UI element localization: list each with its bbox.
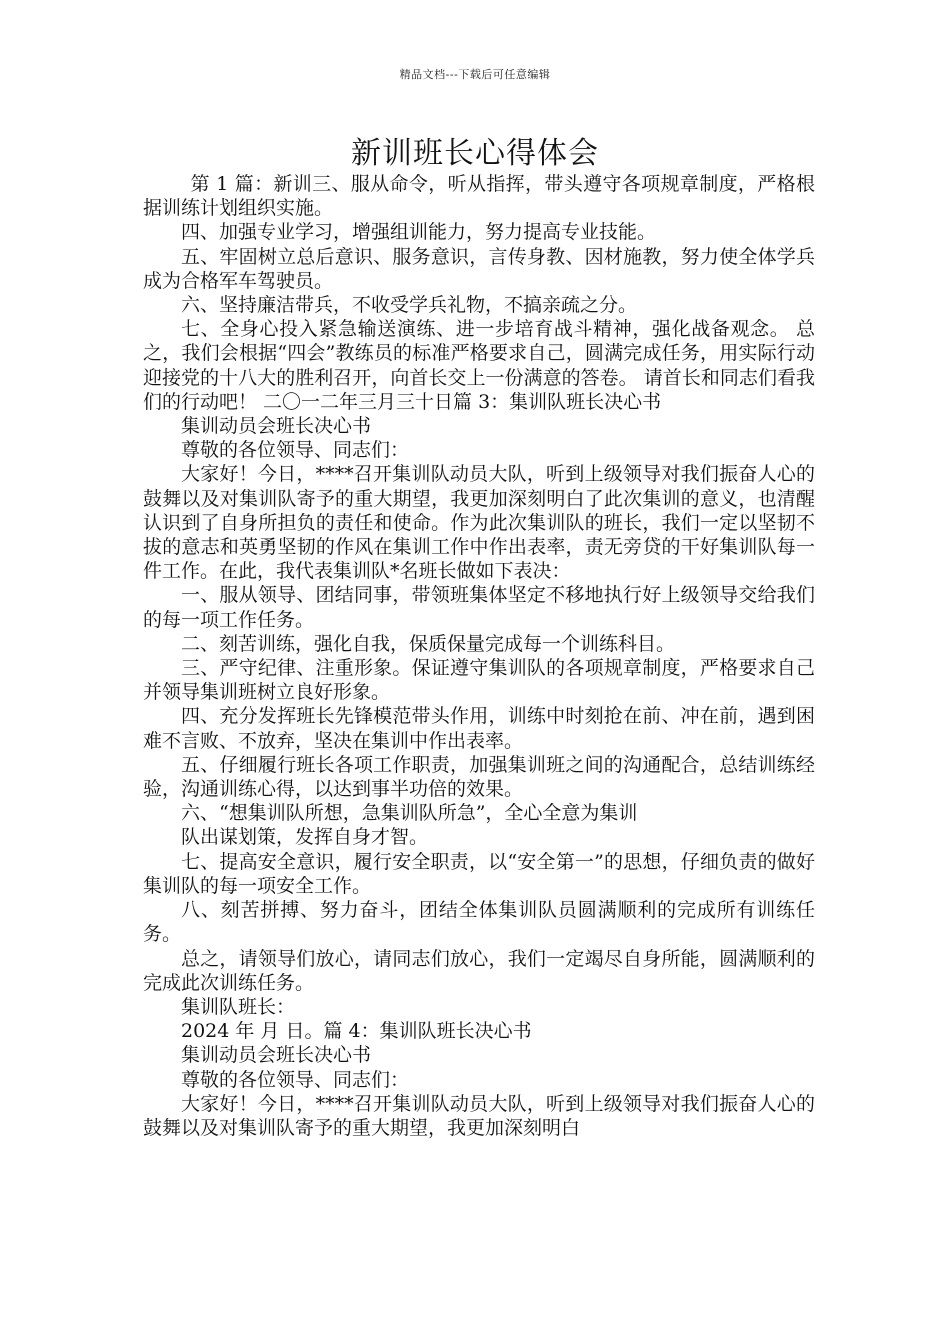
paragraph: 四、加强专业学习，增强组训能力，努力提高专业技能。 [181, 221, 657, 244]
paragraph: 三、严守纪律、注重形象。保证遵守集训队的各项规章制度，严格要求自己并领导集训班树立良好形象。 [143, 657, 815, 704]
paragraph: 大家好！今日，****召开集训队动员大队，听到上级领导对我们振奋人心的鼓舞以及对集训队寄予的重大期望，我更加深刻明白 [143, 1092, 815, 1139]
paragraph: 2024 年 月 日。篇 4：集训队班长决心书 [181, 1020, 532, 1043]
paragraph: 八、刻苦拼搏、努力奋斗，团结全体集训队员圆满顺利的完成所有训练任务。 [143, 899, 815, 946]
paragraph: 七、提高安全意识，履行安全职责，以“安全第一”的思想，仔细负责的做好集训队的每一项安全工作。 [143, 850, 815, 897]
paragraph: 尊敬的各位领导、同志们： [181, 439, 410, 462]
paragraph: 六、“想集训队所想，急集训队所急”，全心全意为集训 [181, 802, 638, 825]
paragraph: 集训动员会班长决心书 [181, 415, 372, 438]
paragraph: 队出谋划策，发挥自身才智。 [181, 826, 429, 849]
paragraph: 一、服从领导、团结同事，带领班集体坚定不移地执行好上级领导交给我们的每一项工作任务。 [143, 584, 815, 631]
paragraph: 总之，请领导们放心，请同志们放心，我们一定竭尽自身所能，圆满顺利的完成此次训练任务。 [143, 947, 815, 994]
paragraph: 五、仔细履行班长各项工作职责，加强集训班之间的沟通配合，总结训练经验，沟通训练心得，以达到事半功倍的效果。 [143, 753, 815, 801]
paragraph: 六、坚持廉洁带兵，不收受学兵礼物，不搞亲疏之分。 [181, 294, 638, 317]
paragraph: 二、刻苦训练，强化自我，保质保量完成每一个训练科目。 [181, 632, 676, 655]
paragraph: 四、充分发挥班长先锋模范带头作用，训练中时刻抢在前、冲在前，遇到困难不言败、不放弃，坚决在集训中作出表率。 [143, 705, 815, 752]
paragraph: 集训队班长： [181, 995, 296, 1018]
paragraph: 五、牢固树立总后意识、服务意识，言传身教、因材施教，努力使全体学兵成为合格军车驾驶员。 [143, 245, 815, 292]
page-header-note: 精品文档---下载后可任意编辑 [399, 68, 551, 81]
paragraph: 七、全身心投入紧急输送演练、进一步培育战斗精神，强化战备观念。 总之，我们会根据“四会”教练员的标准严格要求自己，圆满完成任务，用实际行动迎接党的十八大的胜利召开，向首长交上一份满意的答卷。 请首长和同志们看我们的行动吧！ 二〇一二年三月三十日篇 3：集训队班长决心书 [143, 318, 815, 413]
paragraph: 第 1 篇：新训三、服从命令，听从指挥，带头遵守各项规章制度，严格根据训练计划组织实施。 [143, 173, 815, 220]
paragraph: 尊敬的各位领导、同志们： [181, 1068, 410, 1091]
document-title: 新训班长心得体会 [351, 136, 599, 171]
paragraph: 集训动员会班长决心书 [181, 1044, 372, 1067]
paragraph: 大家好！今日，****召开集训队动员大队，听到上级领导对我们振奋人心的鼓舞以及对集训队寄予的重大期望，我更加深刻明白了此次集训的意义，也清醒认识到了自身所担负的责任和使命。作为此次集训队的班长，我们一定以坚韧不拔的意志和英勇坚韧的作风在集训工作中作出表率，责无旁贷的干好集训队每一件工作。在此，我代表集训队*名班长做如下表决： [143, 463, 815, 583]
document-body [143, 172, 815, 1140]
